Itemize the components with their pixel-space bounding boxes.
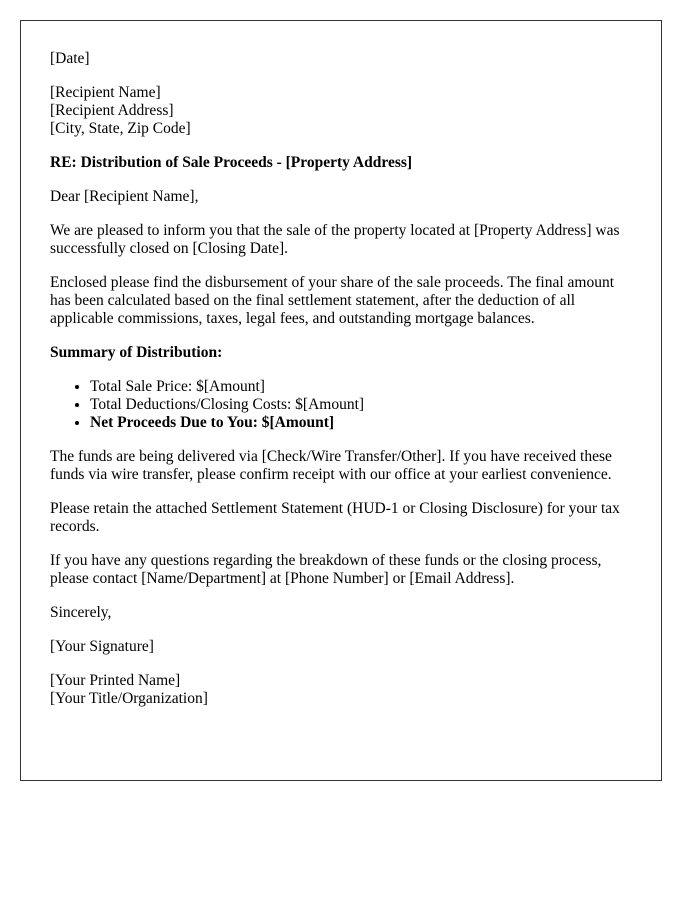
closing: Sincerely, bbox=[50, 604, 112, 621]
recipient-city-state-zip: [City, State, Zip Code] bbox=[50, 120, 191, 137]
summary-list bbox=[50, 378, 632, 432]
sender-block bbox=[50, 672, 632, 708]
summary-item-net-proceeds: • Net Proceeds Due to You: $[Amount] bbox=[90, 414, 632, 432]
letter-date: [Date] bbox=[50, 50, 90, 67]
questions-paragraph: If you have any questions regarding the breakdown of these funds or the closing process, please contact [Name/Department] at [Phone Number] or [Email Address]. bbox=[50, 552, 602, 587]
signature: [Your Signature] bbox=[50, 638, 154, 655]
subject-line: RE: Distribution of Sale Proceeds - [Property Address] bbox=[50, 154, 413, 171]
summary-heading: Summary of Distribution: bbox=[50, 344, 223, 361]
letter-document bbox=[20, 20, 662, 781]
delivery-paragraph: The funds are being delivered via [Check/Wire Transfer/Other]. If you have received these funds via wire transfer, please confirm receipt with our office at your earliest convenience. bbox=[50, 448, 612, 483]
enclosed-paragraph: Enclosed please find the disbursement of your share of the sale proceeds. The final amount has been calculated based on the final settlement statement, after the deduction of all applicable commissions, taxes, legal fees, and outstanding mortgage balances. bbox=[50, 274, 614, 327]
sender-printed-name: [Your Printed Name] bbox=[50, 672, 181, 689]
recipient-address: [Recipient Address] bbox=[50, 102, 174, 119]
intro-paragraph: We are pleased to inform you that the sale of the property located at [Property Address] was successfully closed on [Closing Date]. bbox=[50, 222, 620, 257]
recipient-name: [Recipient Name] bbox=[50, 84, 161, 101]
salutation: Dear [Recipient Name], bbox=[50, 188, 199, 205]
sender-title-org: [Your Title/Organization] bbox=[50, 690, 208, 707]
retain-paragraph: Please retain the attached Settlement Statement (HUD-1 or Closing Disclosure) for your tax records. bbox=[50, 500, 620, 535]
summary-item-total-sale-price: • Total Sale Price: $[Amount] bbox=[90, 378, 632, 396]
recipient-block bbox=[50, 84, 632, 138]
summary-item-total-deductions: • Total Deductions/Closing Costs: $[Amount] bbox=[90, 396, 632, 414]
